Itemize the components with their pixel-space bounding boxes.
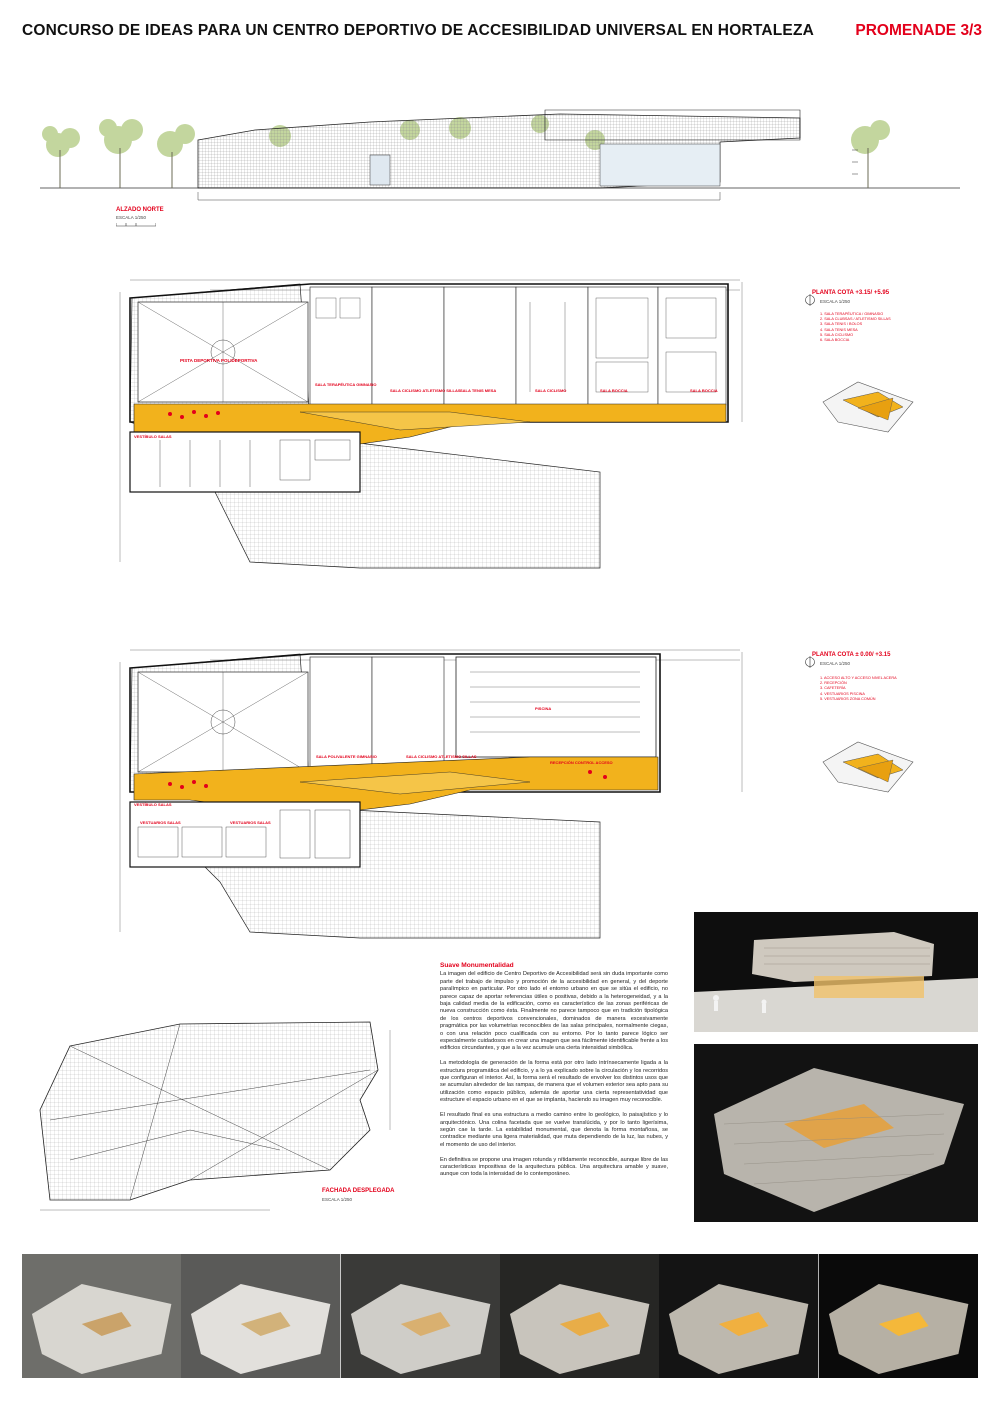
legend-item: 2. RECEPCIÓN	[820, 681, 847, 686]
room-label-tenis: SALA TENIS MESA	[460, 388, 497, 393]
ground-plan-label: PLANTA COTA ± 0.00/ +3.15	[812, 652, 891, 658]
model-photo-3	[341, 1254, 500, 1378]
room-label-polivalente: SALA POLIVALENTE GIMNASIO	[316, 754, 377, 759]
sheet-header	[22, 22, 982, 44]
legend-item: 4. SALA TENIS MESA	[820, 327, 858, 332]
unfolded-facade-scale: ESCALA 1/250	[322, 1197, 353, 1202]
elevation-label: ALZADO NORTE	[116, 207, 164, 213]
north-arrow-icon	[804, 656, 816, 668]
model-photo-2	[181, 1254, 340, 1378]
unfolded-facade-drawing	[30, 1010, 410, 1230]
ground-floor-plan	[110, 632, 750, 962]
unfolded-facade	[30, 1010, 410, 1230]
model-photo-1	[22, 1254, 181, 1378]
legend-item: 6. SALA BOCCIA	[820, 338, 850, 343]
sheet-title: CONCURSO DE IDEAS PARA UN CENTRO DEPORTIVO DE ACCESIBILIDAD UNIVERSAL EN HORTALEZA	[22, 22, 815, 39]
upper-plan-label: PLANTA COTA +3.15/ +5.95	[812, 290, 890, 296]
description-paragraph: La metodología de generación de la forma está por otro lado intrínsecamente ligada a la estructura programática del edificio, y a lo ya explicado sobre la circulación y los recorridos que configuran el interior. Así, la forma será el resultado de envolver los distintos usos que se acumulan alrededor de las rampas, de manera que el volumen exterior sea apto para su utilización como espacio público, además de aportar una cierta representatividad que estructure el espacio urbano en el que se implanta, haciendo su imagen muy reconocible.	[440, 1060, 668, 1104]
room-label-boccia-2: SALA BOCCIA	[690, 388, 718, 393]
legend-item: 2. SALA CLUBSAS / ATLETISMO SILLAS	[820, 317, 891, 322]
model-photo-aerial	[694, 1044, 978, 1222]
north-arrow-icon	[804, 294, 816, 306]
legend-item: 1. ACCESO ALTO Y ACCESO NIVEL ACERA	[820, 676, 897, 680]
room-label-ciclismo: SALA CICLISMO	[535, 388, 567, 393]
legend-item: 5. VESTUARIOS ZONA COMÚN	[820, 696, 876, 701]
sheet-series-number: PROMENADE 3/3	[855, 22, 982, 39]
ground-plan-legend	[820, 676, 897, 702]
upper-plan-drawing	[110, 262, 750, 592]
upper-axon-diagram	[818, 372, 918, 442]
legend-item: 1. SALA TERAPÉUTICA / GIMNASIO	[820, 312, 884, 316]
description-heading: Suave Monumentalidad	[440, 962, 514, 969]
elevation-scale: ESCALA 1/250	[116, 215, 147, 220]
elevation-drawing	[40, 100, 960, 215]
room-label-gym: SALA TERAPÉUTICA GIMNASIO	[315, 382, 377, 387]
model-photo-6	[819, 1254, 978, 1378]
legend-item: 5. SALA CICLISMO	[820, 332, 854, 337]
ground-plan-scale: ESCALA 1/250	[820, 661, 851, 666]
unfolded-facade-label: FACHADA DESPLEGADA	[322, 1188, 395, 1194]
upper-floor-plan	[110, 262, 750, 592]
legend-item: 3. CAFETERÍA	[820, 686, 846, 691]
room-label-boccia-1: SALA BOCCIA	[600, 388, 628, 393]
model-photo-4	[500, 1254, 659, 1378]
upper-plan-legend	[820, 312, 891, 343]
room-label-atletismo: SALA CICLISMO ATLETISMO SILLAS	[390, 388, 461, 393]
room-label-changing-1: VESTUARIOS SALAS	[140, 820, 181, 825]
room-label-court: PISTA DEPORTIVA POLIDEPORTIVA	[180, 358, 258, 363]
room-label-vestibulo: VESTÍBULO SALAS	[134, 434, 172, 439]
upper-plan-scale: ESCALA 1/250	[820, 299, 851, 304]
room-label-pool: PISCINA	[535, 706, 552, 711]
model-photo-5	[659, 1254, 818, 1378]
legend-item: 4. VESTUARIOS PISCINA	[820, 691, 865, 696]
model-photo-strip	[22, 1254, 978, 1378]
legend-item: 3. SALA TENIS / BOLOS	[820, 322, 863, 327]
elevation-scale-bar	[116, 222, 156, 228]
project-description	[440, 962, 668, 1186]
description-paragraph: En definitiva se propone una imagen rotunda y nítidamente reconocible, aunque libre de las características impositivas de la arquitectura pública. Una arquitectura amable y suave, aunque con toda la intensidad de lo contemporáneo.	[440, 1156, 668, 1178]
ground-plan-drawing	[110, 632, 750, 962]
room-label-atletismo-ground: SALA CICLISMO ATLETISMO SILLAS	[406, 754, 477, 759]
model-photo-perspective	[694, 912, 978, 1032]
room-label-reception: RECEPCIÓN CONTROL ACCESO	[550, 760, 613, 765]
room-label-changing-2: VESTUARIOS SALAS	[230, 820, 271, 825]
description-paragraph: La imagen del edificio de Centro Deportivo de Accesibilidad será sin duda importante como parte del trabajo de impulso y promoción de la accesibilidad en general, y del deporte paralímpico en particular. Por otro lado el entorno urbano en que se sitúa el edificio, no parece capaz de aportar referencias útiles o positivas, debido a la heterogeneidad, y a la baja calidad media de la edificación, como es característico de las zonas periféricas de nueva construcción como ésta. Finalmente no parece tampoco que en tradición tipológica de los centros deportivos convencionales, dominados de manera excesivamente pragmática por las volumetrías reconocibles de las salas principales, normalmente ciegas, o con una relación poco cualificada con su entorno. Por lo tanto parece lógico ser especialmente cuidadosos en crear una imagen que sea fácilmente identificable frente a los edificios circundantes, y que a la vez acumule una cierta intensidad simbólica.	[440, 971, 668, 1052]
description-paragraph: El resultado final es una estructura a medio camino entre lo geológico, lo paisajístico y lo arquitectónico. Una colina facetada que se vuelve translúcida, y por lo tanto ligerísima, según cae la tarde. La estabilidad monumental, que denota la forma montañosa, se contradice mediante una ligera materialidad, que muta dependiendo de la luz, las nubes, y el momento de uso del interior.	[440, 1112, 668, 1148]
ground-axon-diagram	[818, 732, 918, 802]
room-label-vestibulo-ground: VESTÍBULO SALAS	[134, 802, 172, 807]
north-elevation	[40, 100, 960, 215]
